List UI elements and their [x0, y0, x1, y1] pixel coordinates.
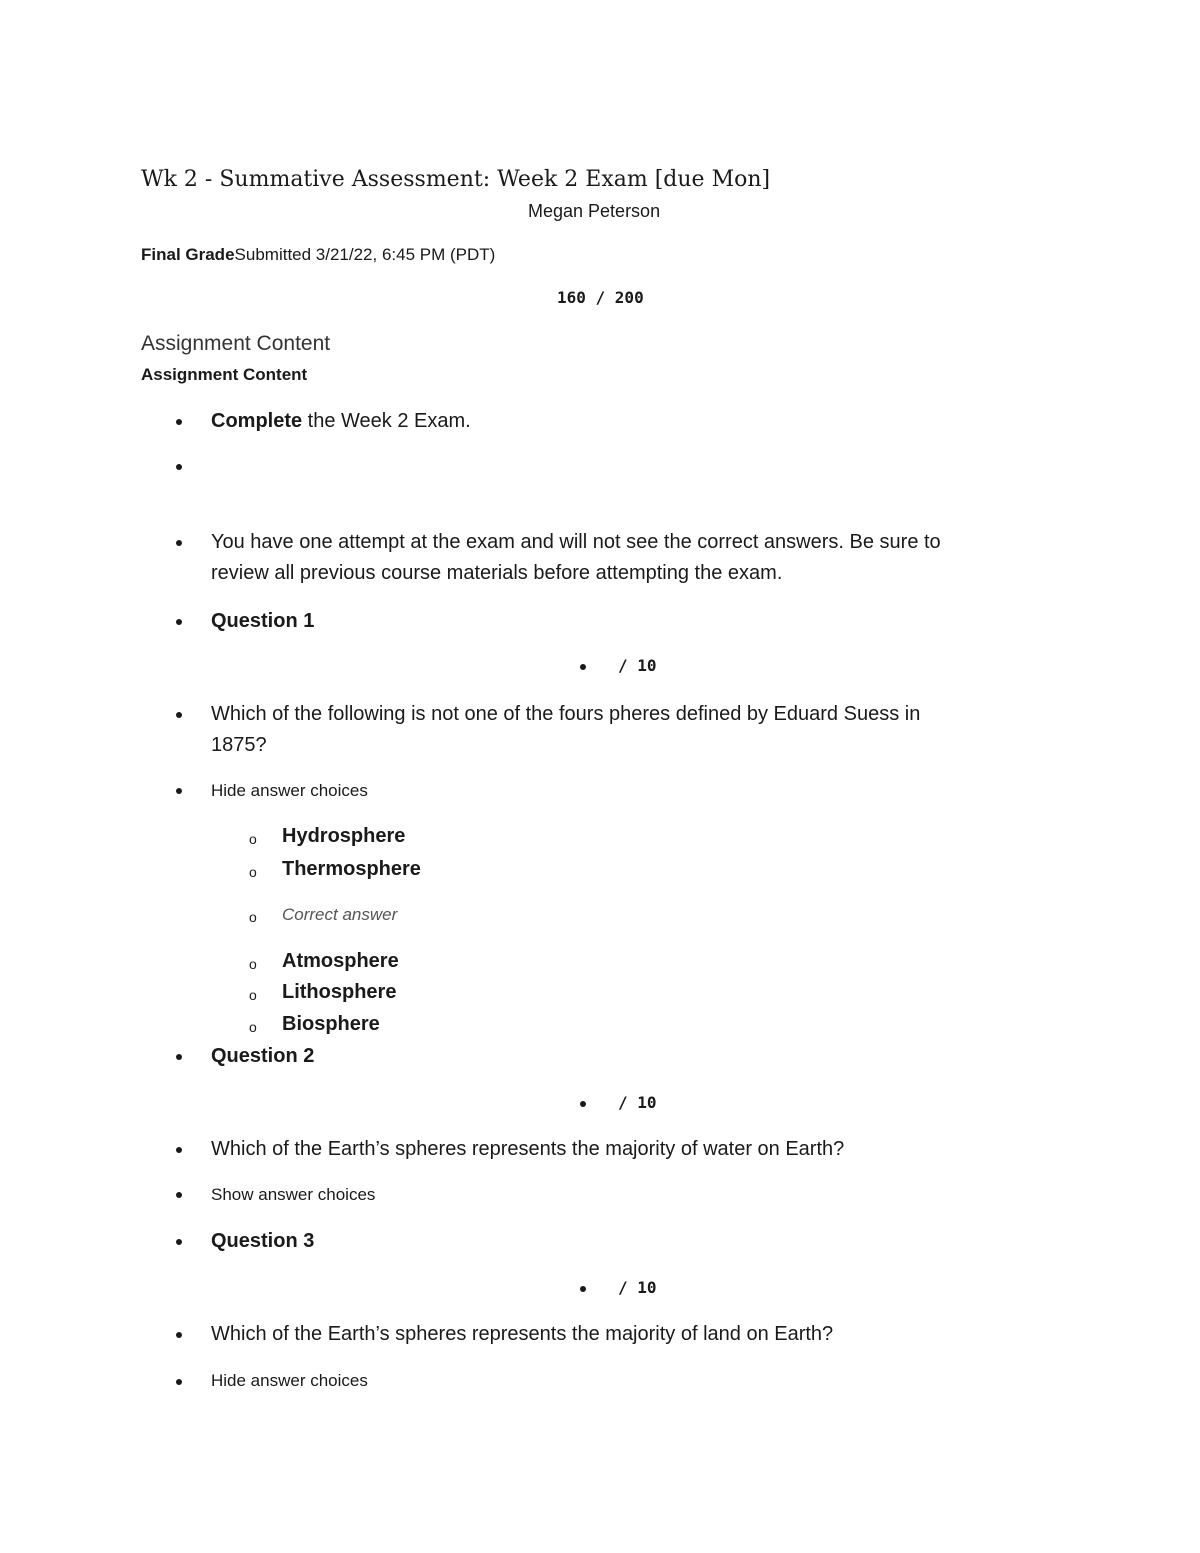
bullet — [580, 1101, 586, 1107]
bullet — [176, 712, 182, 718]
empty-bullet — [176, 464, 182, 470]
question-3-label: Question 3 — [211, 1230, 315, 1252]
grade-score: 160 / 200 — [557, 288, 644, 307]
answer-choice: Thermosphere — [282, 858, 421, 880]
answer-choice: Atmosphere — [282, 950, 399, 972]
question-1-toggle-answers[interactable]: Hide answer choices — [211, 781, 368, 800]
sub-bullet: o — [249, 909, 257, 925]
question-3-toggle-answers[interactable]: Hide answer choices — [211, 1371, 368, 1390]
bullet — [176, 1054, 182, 1060]
bullet — [176, 1192, 182, 1198]
sub-bullet: o — [249, 864, 257, 880]
grade-line — [141, 246, 495, 263]
bullet — [176, 1379, 182, 1385]
question-2-label: Question 2 — [211, 1045, 315, 1067]
bullet — [580, 664, 586, 670]
sub-bullet: o — [249, 1019, 257, 1035]
bullet — [176, 1332, 182, 1338]
question-1-text-line2: 1875? — [211, 734, 267, 756]
attempt-instruction-line1: You have one attempt at the exam and will not see the correct answers. Be sure to — [211, 531, 941, 553]
question-2-text: Which of the Earth’s spheres represents the majority of water on Earth? — [211, 1138, 845, 1160]
sub-bullet: o — [249, 956, 257, 972]
question-3-points: / 10 — [618, 1278, 657, 1297]
question-2-toggle-answers[interactable]: Show answer choices — [211, 1185, 376, 1204]
sub-bullet: o — [249, 831, 257, 847]
answer-choice: Hydrosphere — [282, 825, 406, 847]
bullet — [176, 419, 182, 425]
complete-instruction — [211, 411, 471, 431]
bullet — [176, 1239, 182, 1245]
student-name: Megan Peterson — [528, 201, 661, 221]
answer-choice: Biosphere — [282, 1013, 380, 1035]
answer-choice: Lithosphere — [282, 981, 397, 1003]
question-1-points: / 10 — [618, 656, 657, 675]
bullet — [176, 540, 182, 546]
question-2-points: / 10 — [618, 1093, 657, 1112]
assignment-heading: Assignment Content — [141, 332, 331, 355]
bullet — [176, 1147, 182, 1153]
attempt-instruction-line2: review all previous course materials before attempting the exam. — [211, 562, 783, 584]
bullet — [176, 788, 182, 794]
final-grade-label: Final Grade — [141, 245, 235, 264]
assignment-subheading: Assignment Content — [141, 365, 308, 384]
complete-rest: the Week 2 Exam. — [302, 410, 471, 432]
question-1-label: Question 1 — [211, 610, 315, 632]
document-title: Wk 2 - Summative Assessment: Week 2 Exam [due Mon] — [141, 167, 771, 192]
question-1-text-line1: Which of the following is not one of the fours pheres defined by Eduard Suess in — [211, 703, 921, 725]
question-3-text: Which of the Earth’s spheres represents the majority of land on Earth? — [211, 1323, 834, 1345]
sub-bullet: o — [249, 987, 257, 1003]
complete-bold: Complete — [211, 410, 303, 432]
bullet — [580, 1286, 586, 1292]
submitted-date: Submitted 3/21/22, 6:45 PM (PDT) — [234, 245, 496, 264]
bullet — [176, 619, 182, 625]
correct-answer-note: Correct answer — [282, 905, 398, 924]
